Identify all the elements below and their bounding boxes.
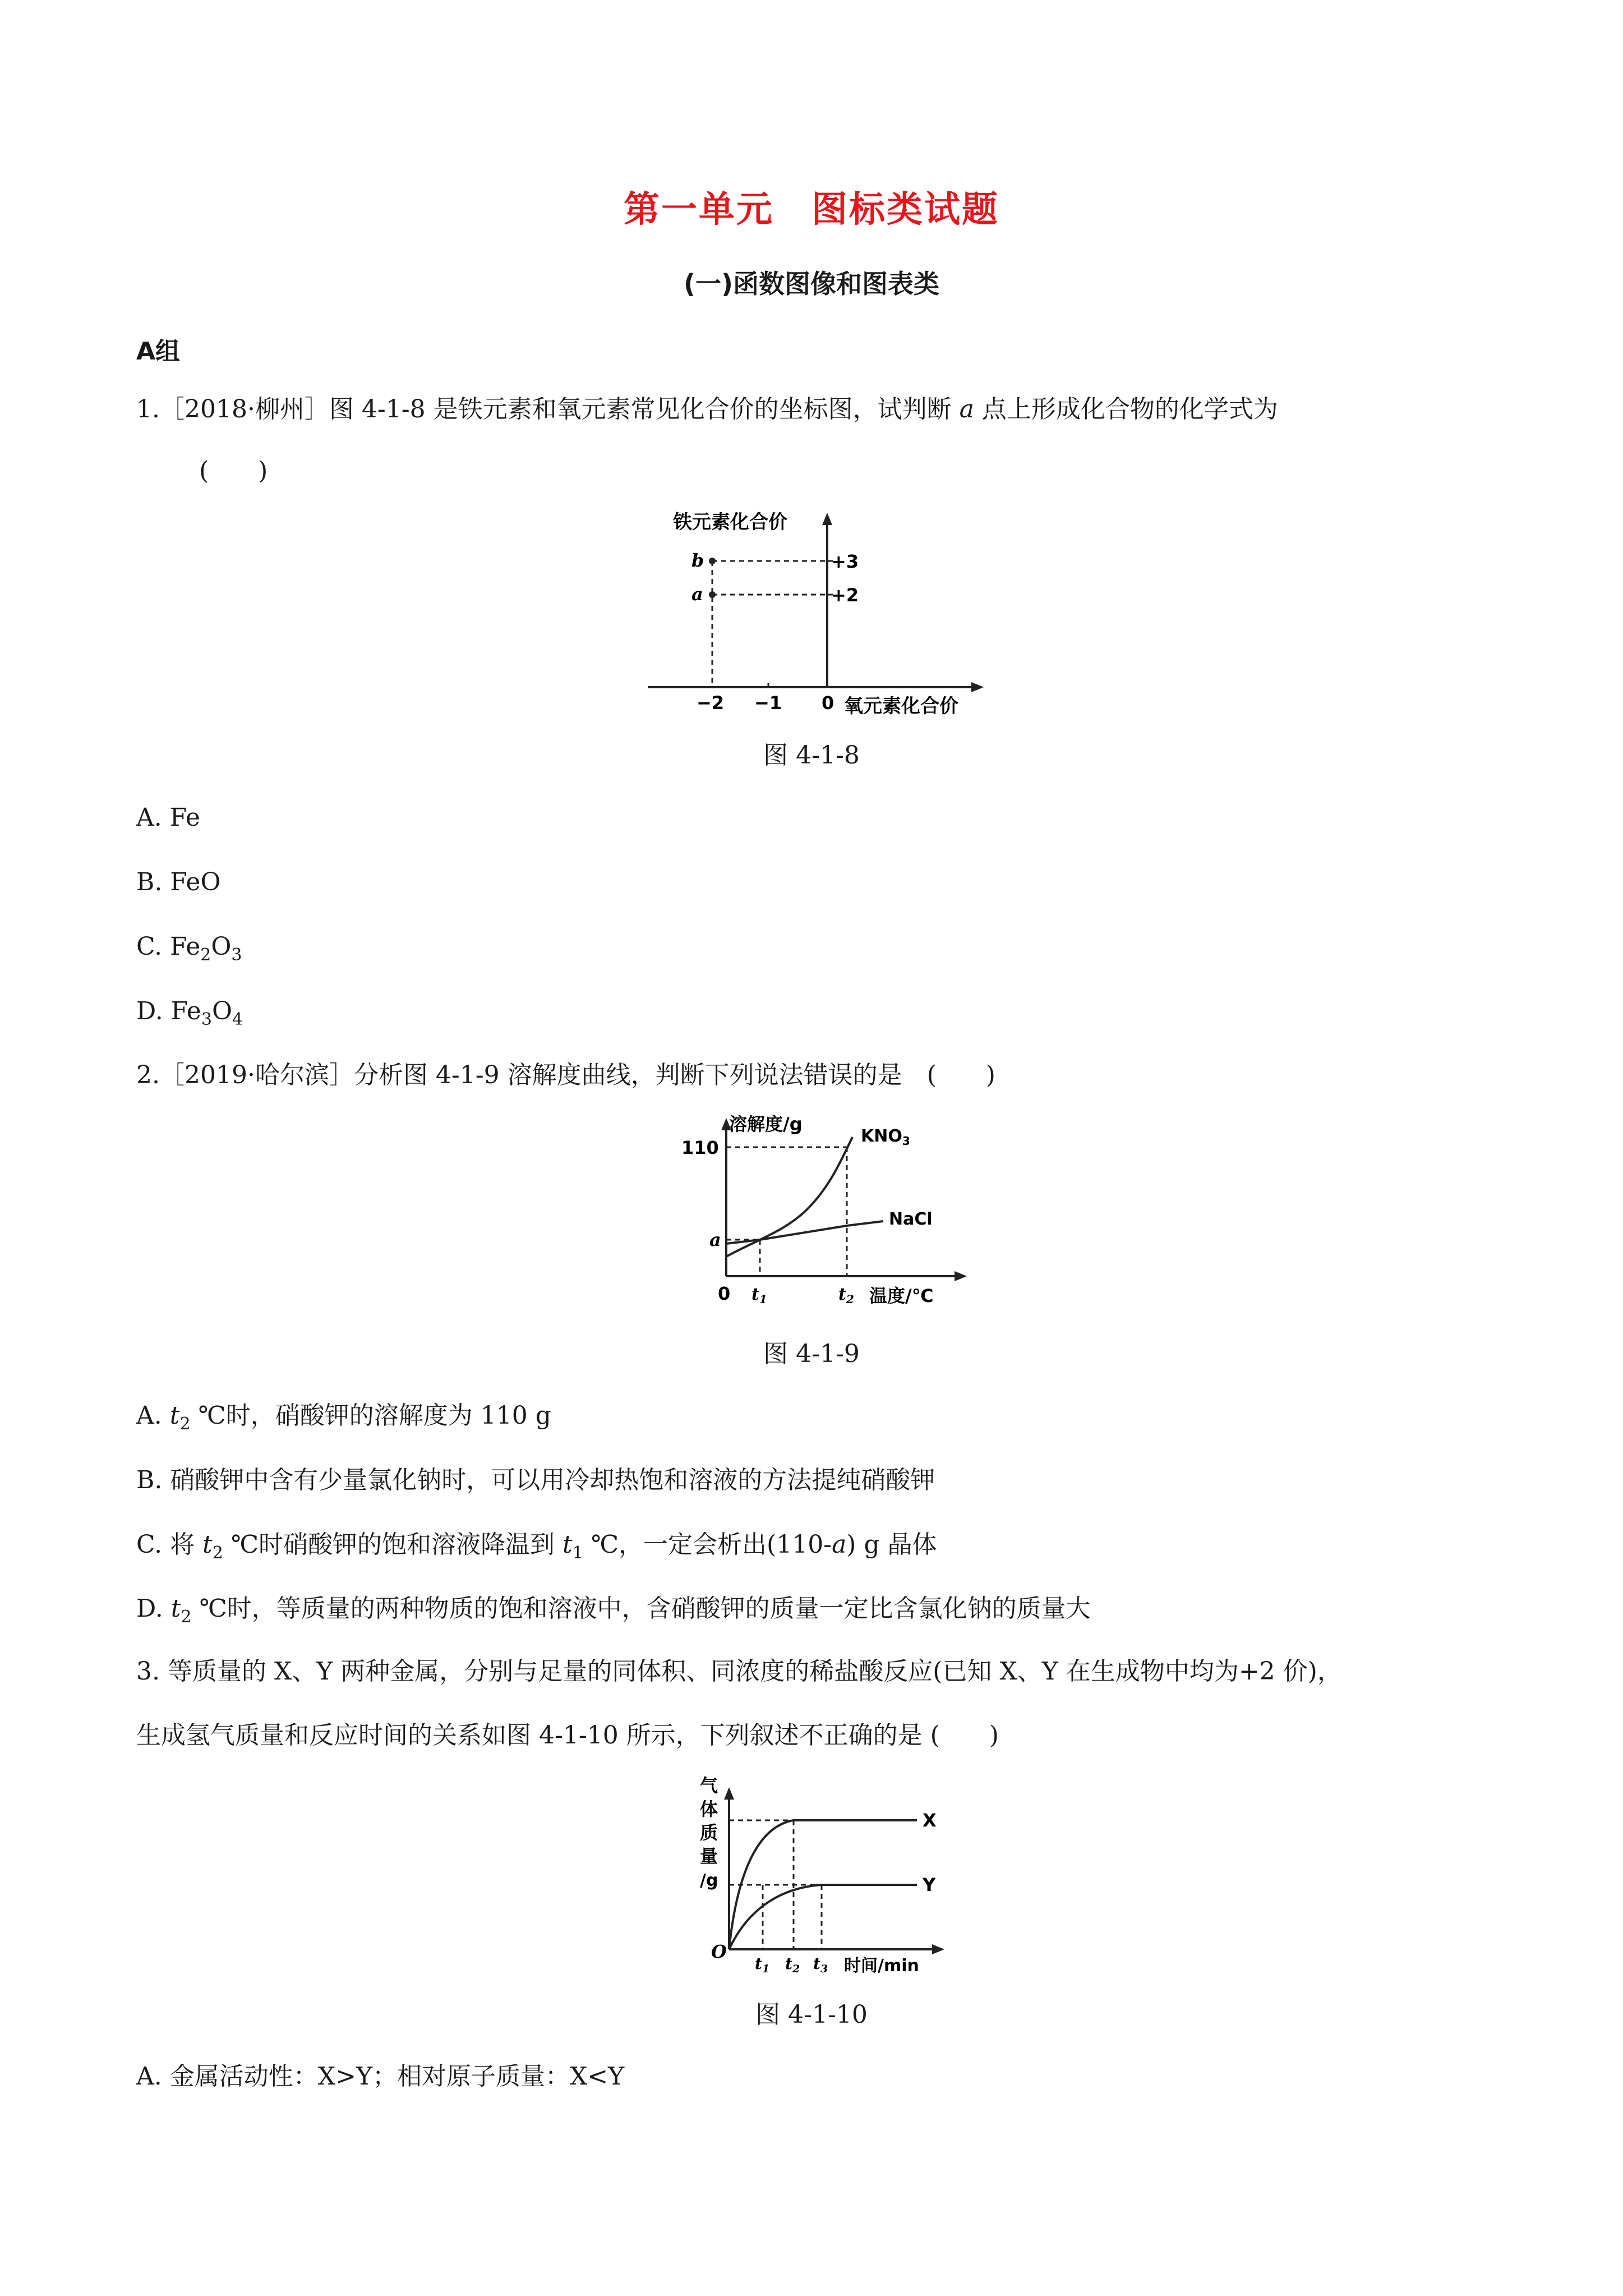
- q3-series-x-label: X: [923, 1810, 937, 1831]
- section-title: (一)函数图像和图表类: [683, 269, 940, 299]
- q3-t2-label: $t_2$: [785, 1954, 800, 1975]
- q1-y-tick-2: +2: [831, 585, 859, 606]
- q2-nacl-curve: [726, 1221, 883, 1244]
- q3-y-label-char-4: 量: [700, 1846, 718, 1867]
- q3-stem-line2: 生成氢气质量和反应时间的关系如图 4-1-10 所示，下列叙述不正确的是 ( ): [136, 1721, 999, 1750]
- figure-4-1-8: [634, 505, 998, 729]
- q1-x-arrow: [971, 682, 984, 692]
- q2-option-a: A. $t_2$ ℃时，硝酸钾的溶解度为 110 g: [136, 1401, 551, 1434]
- q2-kno3-curve: [726, 1137, 852, 1257]
- q1-point-a: [709, 591, 716, 598]
- q1-y-tick-3: +3: [831, 551, 859, 572]
- q3-option-a: A. 金属活动性：X>Y；相对原子质量：X<Y: [136, 2062, 625, 2091]
- q1-point-b-label: b: [691, 550, 704, 571]
- q2-t1-label: $t_1$: [751, 1285, 767, 1306]
- q2-option-d: D. $t_2$ ℃时，等质量的两种物质的饱和溶液中，含硝酸钾的质量一定比含氯化钠的质量大: [136, 1594, 1091, 1627]
- q1-x-axis-label: 氧元素化合价: [844, 695, 958, 717]
- q1-point-a-label: a: [691, 583, 703, 605]
- q1-stem-line1: 1.［2018·柳州］图 4-1-8 是铁元素和氧元素常见化合价的坐标图，试判断 a 点上形成化合物的化学式为: [136, 395, 1278, 424]
- q1-option-a: A. Fe: [136, 803, 200, 832]
- q1-y-arrow: [822, 513, 832, 525]
- q3-x-axis-label: 时间/min: [844, 1956, 919, 1976]
- q2-nacl-label: NaCl: [889, 1209, 933, 1229]
- q1-caption: 图 4-1-8: [763, 741, 860, 770]
- q2-stem: 2.［2019·哈尔滨］分析图 4-1-9 溶解度曲线，判断下列说法错误的是 ( ): [136, 1061, 995, 1089]
- q2-caption: 图 4-1-9: [763, 1340, 860, 1368]
- q2-option-b: B. 硝酸钾中含有少量氯化钠时，可以用冷却热饱和溶液的方法提纯硝酸钾: [136, 1466, 935, 1494]
- q1-point-b: [709, 558, 716, 564]
- q2-kno3-label: $KNO_3$: [861, 1126, 910, 1148]
- q1-answer-bracket: ( ): [199, 457, 268, 485]
- q1-x-tick-minus1: −1: [754, 692, 782, 714]
- unit-title: 第一单元 图标类试题: [624, 189, 999, 231]
- q1-option-d: D. $Fe_3O_4$: [136, 997, 243, 1029]
- q2-t2-label: $t_2$: [838, 1285, 854, 1306]
- q3-y-label-char-3: 质: [700, 1822, 718, 1843]
- q3-t3-label: $t_3$: [813, 1954, 828, 1975]
- figure-4-1-9: [673, 1114, 987, 1315]
- q3-caption: 图 4-1-10: [755, 2000, 868, 2029]
- q3-y-label-char-1: 气: [700, 1775, 718, 1796]
- q3-stem-line1: 3. 等质量的 X、Y 两种金属，分别与足量的同体积、同浓度的稀盐酸反应(已知 X、Y 在生成物中均为+2 价)，: [136, 1657, 1342, 1686]
- q1-option-c: C. $Fe_2O_3$: [136, 932, 242, 965]
- q1-x-tick-0: 0: [822, 692, 834, 714]
- q3-y-curve: [729, 1885, 917, 1949]
- q2-option-c: C. 将 $t_2$ ℃时硝酸钾的饱和溶液降温到 $t_1$ ℃，一定会析出(110-a) g 晶体: [136, 1530, 937, 1563]
- q2-x-axis-label: 温度/℃: [869, 1285, 934, 1306]
- q1-option-b: B. FeO: [136, 868, 221, 896]
- q3-series-y-label: Y: [923, 1874, 936, 1895]
- q2-y-tick-110: 110: [681, 1137, 719, 1158]
- q2-origin-label: 0: [718, 1283, 731, 1304]
- q1-x-tick-minus2: −2: [697, 692, 725, 714]
- q3-t1-label: $t_1$: [755, 1954, 770, 1975]
- q1-y-axis-label: 铁元素化合价: [673, 511, 787, 533]
- q3-origin-label: O: [711, 1941, 727, 1962]
- group-label: A组: [136, 337, 181, 366]
- q3-y-label-unit: /g: [700, 1871, 718, 1890]
- q2-y-axis-label: 溶解度/g: [729, 1114, 803, 1135]
- figure-4-1-10: [695, 1773, 965, 1986]
- q3-y-label-char-2: 体: [700, 1798, 718, 1820]
- q2-y-tick-a: a: [709, 1229, 721, 1250]
